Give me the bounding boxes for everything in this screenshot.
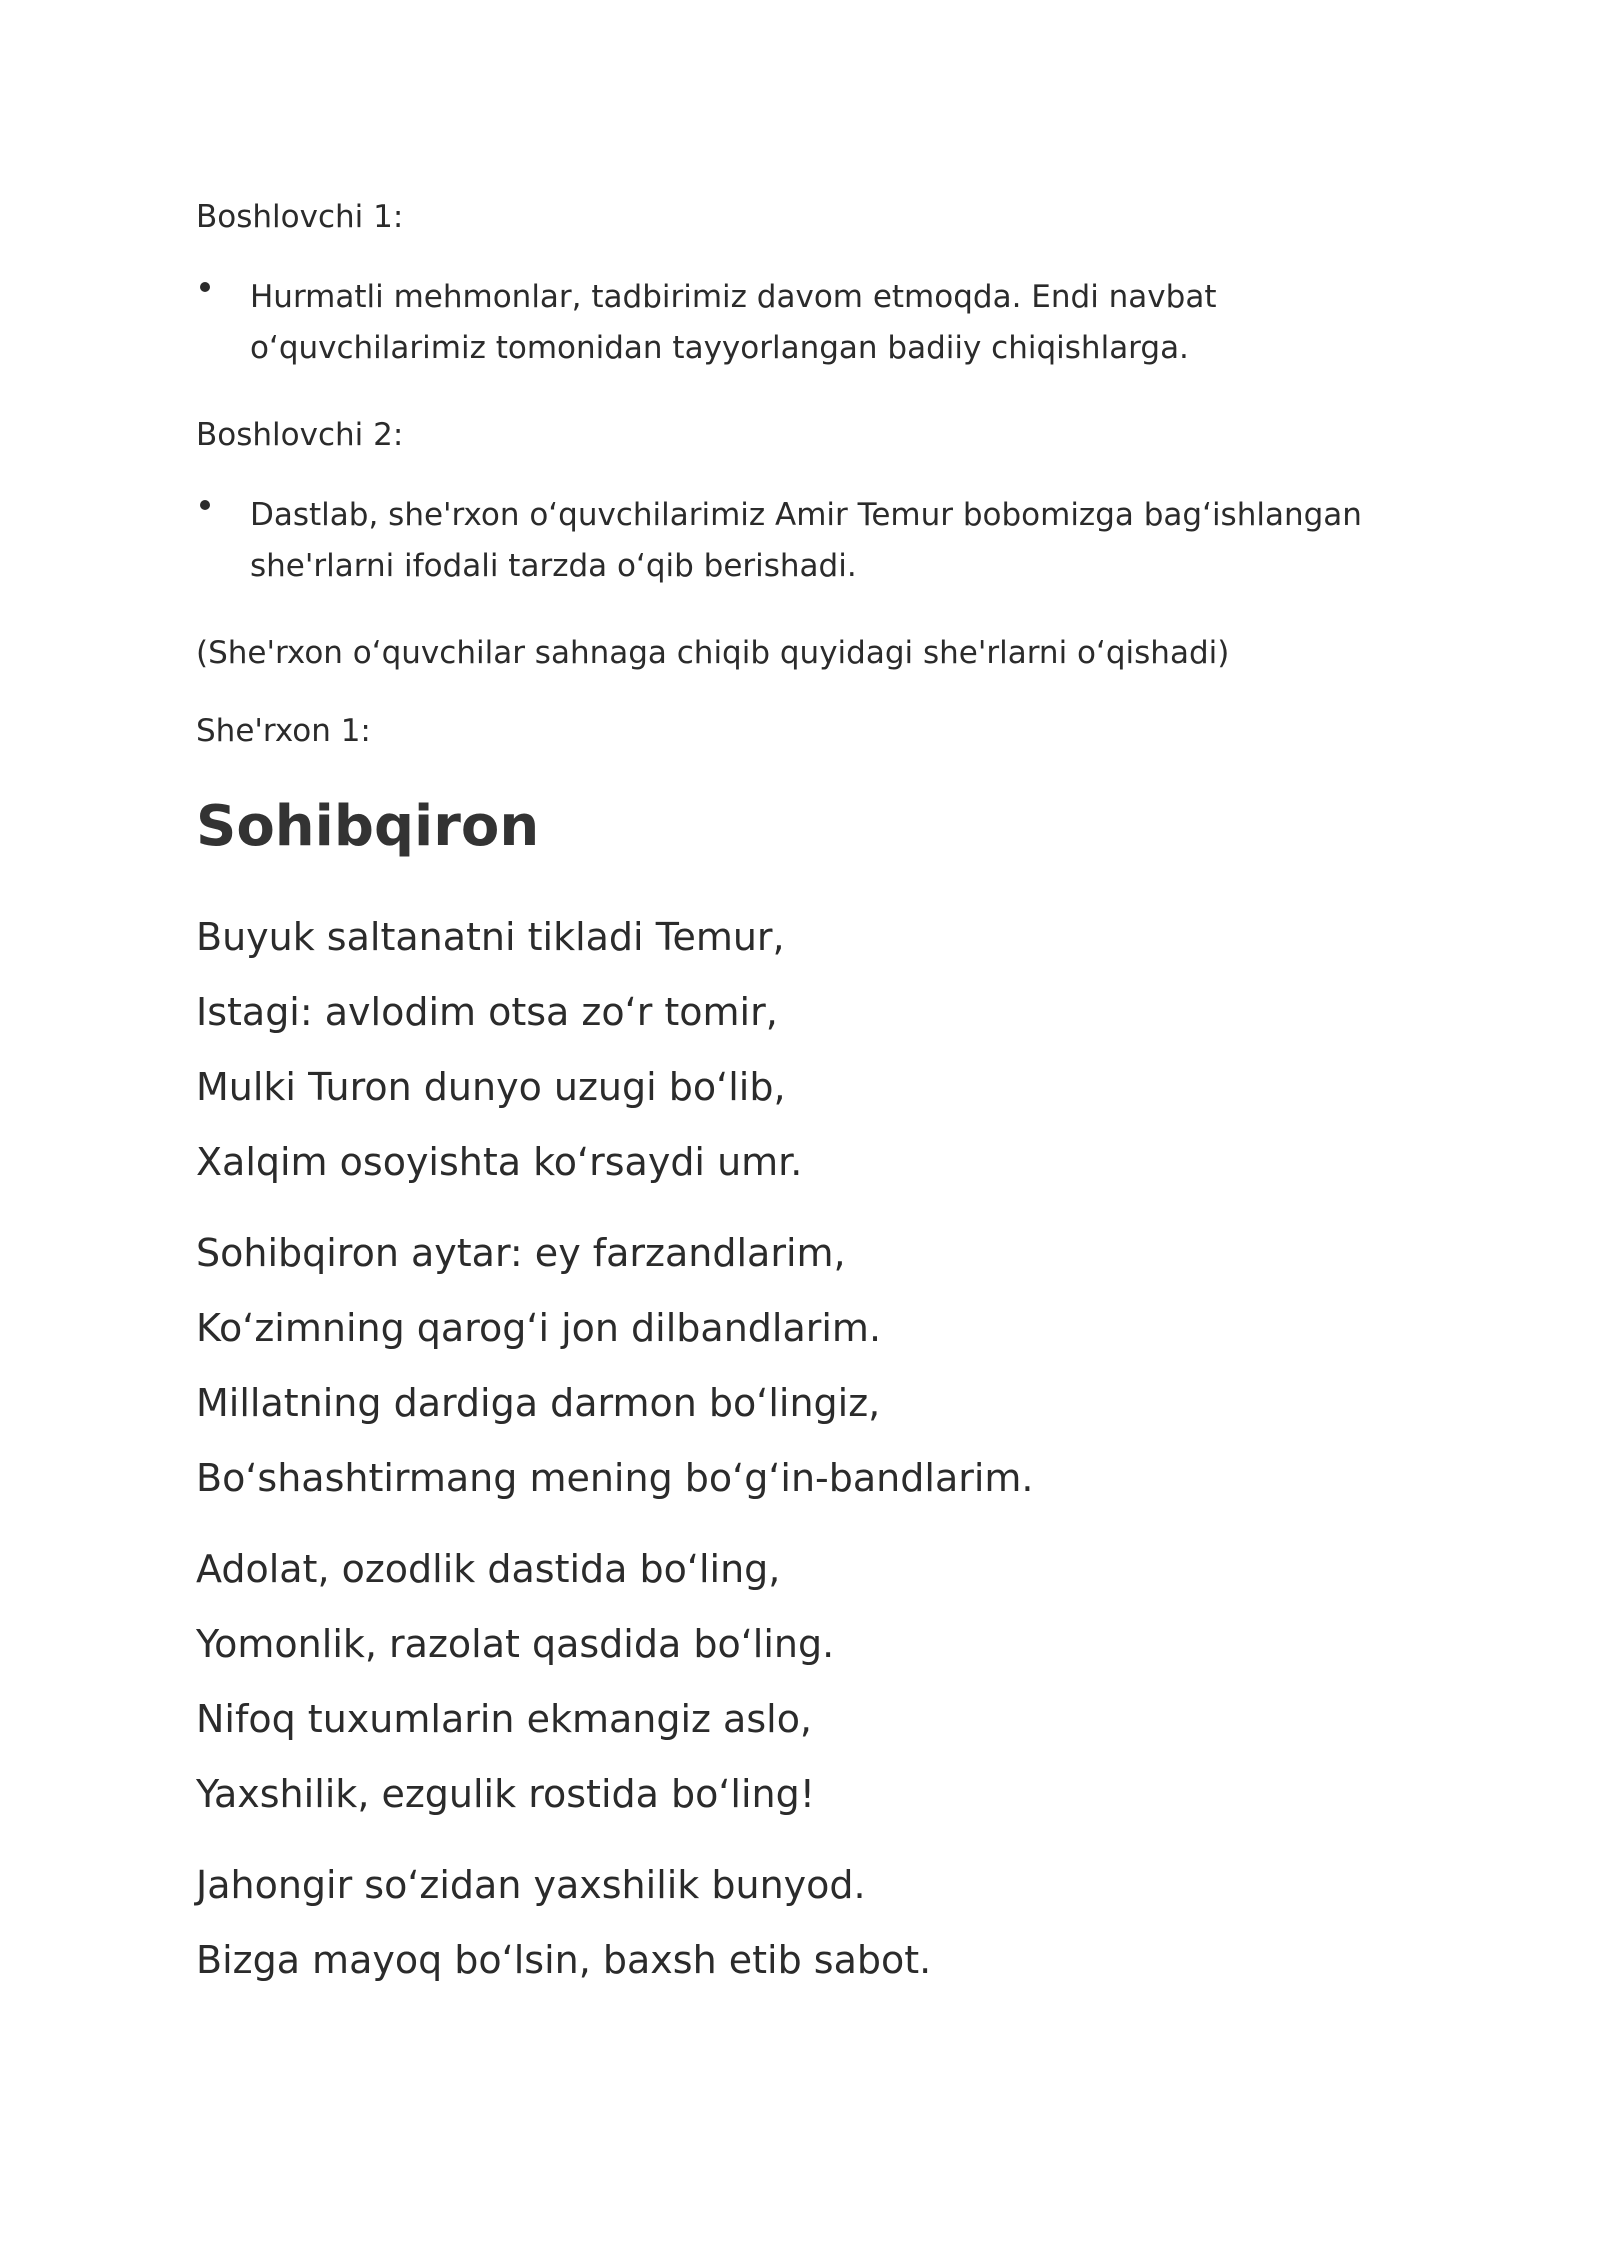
poem-line: Xalqim osoyishta ko‘rsaydi umr.	[196, 1140, 803, 1184]
poem-line: Yaxshilik, ezgulik rostida bo‘ling!	[196, 1772, 815, 1816]
bullet-text-poetry	[250, 484, 1362, 597]
bullet-text-line: Dastlab, she'rxon o‘quvchilarimiz Amir Temur bobomizga bag‘ishlangan	[250, 497, 1362, 533]
poem-line: Millatning dardiga darmon bo‘lingiz,	[196, 1381, 881, 1425]
bullet-item-poetry	[196, 484, 1396, 614]
speaker-label-host-2: Boshlovchi 2:	[196, 417, 404, 453]
poem-title: Sohibqiron	[196, 794, 540, 859]
poem-line: Adolat, ozodlik dastida bo‘ling,	[196, 1547, 781, 1591]
bullet-text-intro	[250, 266, 1216, 379]
speaker-label-host-1: Boshlovchi 1:	[196, 199, 404, 235]
bullet-text-line: she'rlarni ifodali tarzda o‘qib berishadi.	[250, 548, 857, 584]
poem-line: Ko‘zimning qarog‘i jon dilbandlarim.	[196, 1306, 882, 1350]
poem-line: Sohibqiron aytar: ey farzandlarim,	[196, 1231, 846, 1275]
poem-line: Istagi: avlodim otsa zo‘r tomir,	[196, 990, 778, 1034]
bullet-text-line: o‘quvchilarimiz tomonidan tayyorlangan badiiy chiqishlarga.	[250, 330, 1189, 366]
speaker-label-reader-1: She'rxon 1:	[196, 713, 371, 749]
poem-line: Buyuk saltanatni tikladi Temur,	[196, 915, 785, 959]
poem-line: Mulki Turon dunyo uzugi bo‘lib,	[196, 1065, 786, 1109]
poem-line: Jahongir so‘zidan yaxshilik bunyod.	[196, 1863, 866, 1907]
stage-direction: (She'rxon o‘quvchilar sahnaga chiqib quyidagi she'rlarni o‘qishadi)	[196, 635, 1230, 671]
poem-line: Nifoq tuxumlarin ekmangiz aslo,	[196, 1697, 813, 1741]
poem-line: Bo‘shashtirmang mening bo‘g‘in-bandlarim.	[196, 1456, 1034, 1500]
bullet-dot-icon	[200, 282, 210, 292]
bullet-text-line: Hurmatli mehmonlar, tadbirimiz davom etmoqda. Endi navbat	[250, 279, 1217, 315]
poem-line: Yomonlik, razolat qasdida bo‘ling.	[196, 1622, 835, 1666]
bullet-dot-icon	[200, 500, 210, 510]
poem-line: Bizga mayoq bo‘lsin, baxsh etib sabot.	[196, 1938, 932, 1982]
bullet-item-intro	[196, 266, 1396, 396]
